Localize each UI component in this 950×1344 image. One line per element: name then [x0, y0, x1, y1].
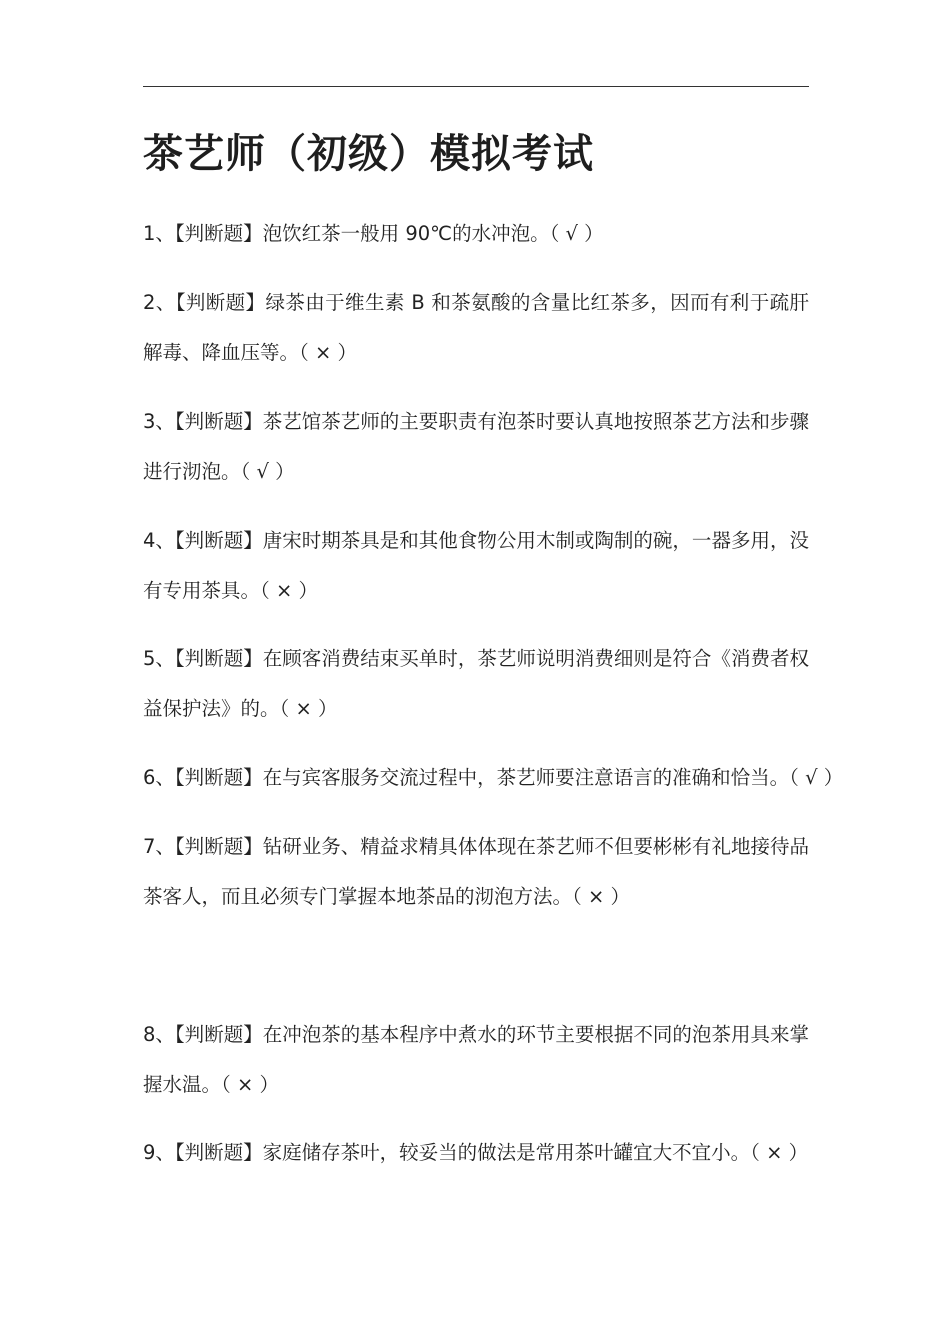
- question-2: 2、【判断题】绿茶由于维生素 B 和茶氨酸的含量比红茶多，因而有利于疏肝解毒、降血压等。（ × ）: [143, 291, 809, 364]
- question-5: 5、【判断题】在顾客消费结束买单时，茶艺师说明消费细则是符合《消费者权益保护法》的。（ × ）: [143, 647, 809, 720]
- question-3: 3、【判断题】茶艺馆茶艺师的主要职责有泡茶时要认真地按照茶艺方法和步骤进行沏泡。（ √ ）: [143, 410, 809, 483]
- question-7: 7、【判断题】钻研业务、精益求精具体体现在茶艺师不但要彬彬有礼地接待品茶客人，而且必须专门掌握本地茶品的沏泡方法。（ × ）: [143, 835, 809, 908]
- question-9: 9、【判断题】家庭储存茶叶，较妥当的做法是常用茶叶罐宜大不宜小。（ × ）: [143, 1141, 809, 1164]
- question-8: 8、【判断题】在冲泡茶的基本程序中煮水的环节主要根据不同的泡茶用具来掌握水温。（ × ）: [143, 1023, 809, 1096]
- page-title: 茶艺师（初级）模拟考试: [143, 131, 594, 177]
- question-1: 1、【判断题】泡饮红茶一般用 90℃的水冲泡。（ √ ）: [143, 222, 604, 245]
- question-4: 4、【判断题】唐宋时期茶具是和其他食物公用木制或陶制的碗，一器多用，没有专用茶具。（ × ）: [143, 529, 809, 602]
- question-6: 6、【判断题】在与宾客服务交流过程中，茶艺师要注意语言的准确和恰当。（ √ ）: [143, 766, 844, 789]
- top-divider: [143, 86, 809, 87]
